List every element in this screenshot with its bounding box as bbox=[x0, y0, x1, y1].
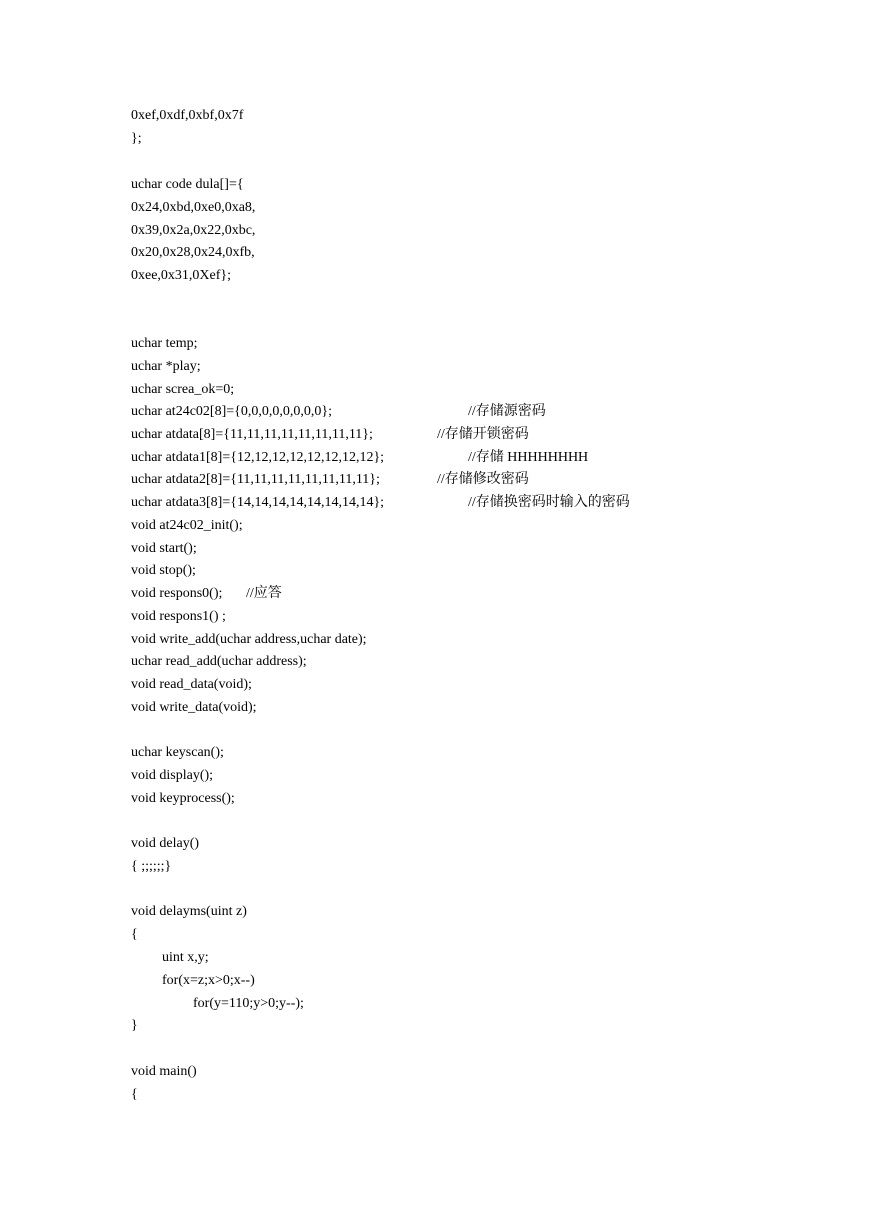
code-line: uchar *play; bbox=[131, 359, 201, 374]
code-line: uchar atdata3[8]={14,14,14,14,14,14,14,14}; bbox=[131, 495, 385, 510]
code-line: void start(); bbox=[131, 541, 197, 556]
code-line: { bbox=[131, 1087, 138, 1102]
code-line: 0x20,0x28,0x24,0xfb, bbox=[131, 245, 255, 260]
code-line: void delayms(uint z) bbox=[131, 904, 247, 919]
code-line: void read_data(void); bbox=[131, 677, 252, 692]
code-comment: //存储换密码时输入的密码 bbox=[468, 495, 630, 510]
code-line: for(x=z;x>0;x--) bbox=[162, 973, 255, 988]
code-line: void respons0(); bbox=[131, 586, 223, 601]
code-line: for(y=110;y>0;y--); bbox=[193, 996, 304, 1011]
code-line: uchar atdata1[8]={12,12,12,12,12,12,12,12}; bbox=[131, 450, 385, 465]
code-comment: //存储开锁密码 bbox=[437, 427, 529, 442]
code-line: uchar keyscan(); bbox=[131, 745, 224, 760]
code-line: void stop(); bbox=[131, 563, 196, 578]
code-line: void main() bbox=[131, 1064, 197, 1079]
code-line: uchar atdata[8]={11,11,11,11,11,11,11,11}; bbox=[131, 427, 373, 442]
code-line: void write_add(uchar address,uchar date); bbox=[131, 632, 367, 647]
code-line: void write_data(void); bbox=[131, 700, 257, 715]
code-line: void display(); bbox=[131, 768, 214, 783]
code-line: 0xef,0xdf,0xbf,0x7f bbox=[131, 108, 244, 123]
code-line: }; bbox=[131, 131, 142, 146]
code-line: 0x39,0x2a,0x22,0xbc, bbox=[131, 223, 256, 238]
code-line: void keyprocess(); bbox=[131, 791, 235, 806]
code-line: uchar read_add(uchar address); bbox=[131, 654, 307, 669]
code-line: { bbox=[131, 927, 138, 942]
code-line: void respons1() ; bbox=[131, 609, 226, 624]
code-line: { ;;;;;;} bbox=[131, 859, 172, 874]
code-line: uchar temp; bbox=[131, 336, 198, 351]
code-line: uchar atdata2[8]={11,11,11,11,11,11,11,11}; bbox=[131, 472, 380, 487]
code-line: uchar code dula[]={ bbox=[131, 177, 244, 192]
code-line: uchar screa_ok=0; bbox=[131, 382, 235, 397]
code-line: void at24c02_init(); bbox=[131, 518, 243, 533]
code-line: void delay() bbox=[131, 836, 200, 851]
code-line: 0xee,0x31,0Xef}; bbox=[131, 268, 232, 283]
code-line: } bbox=[131, 1018, 138, 1033]
code-comment: //应答 bbox=[246, 586, 282, 601]
code-line: uchar at24c02[8]={0,0,0,0,0,0,0,0}; bbox=[131, 404, 332, 419]
code-line: 0x24,0xbd,0xe0,0xa8, bbox=[131, 200, 256, 215]
code-comment: //存储源密码 bbox=[468, 404, 546, 419]
code-line: uint x,y; bbox=[162, 950, 209, 965]
code-comment: //存储 HHHHHHHH bbox=[468, 450, 589, 465]
code-comment: //存储修改密码 bbox=[437, 472, 529, 487]
